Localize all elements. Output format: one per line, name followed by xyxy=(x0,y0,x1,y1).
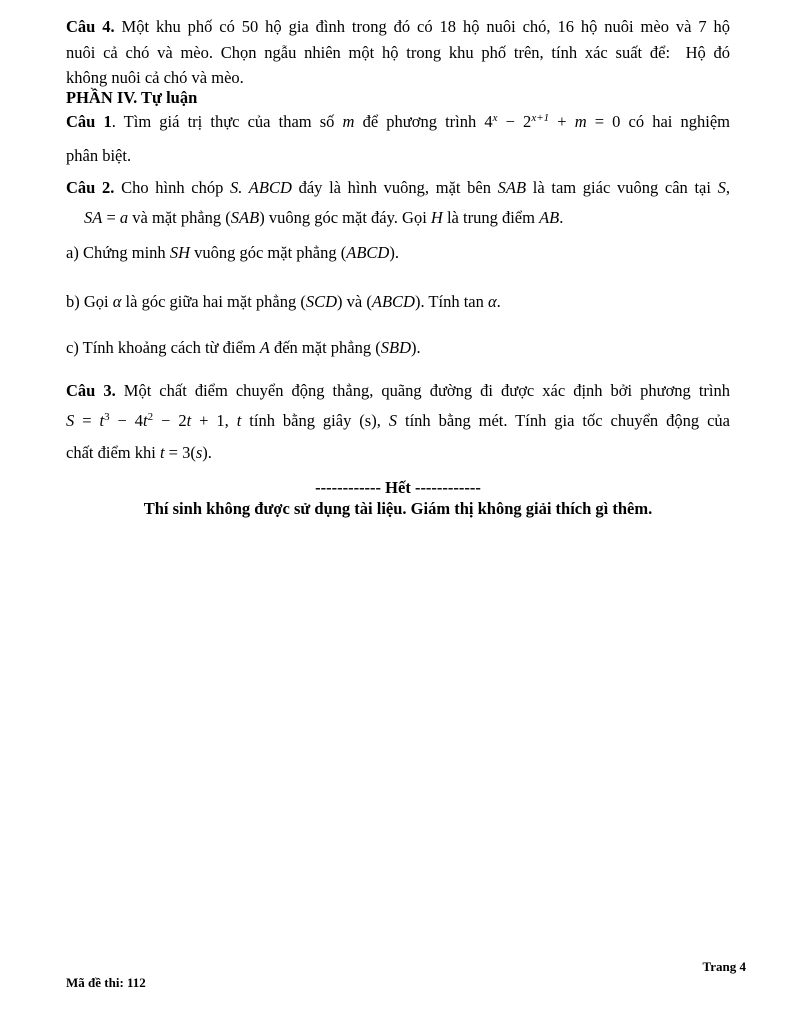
para-q3-l1: Câu 3. Một chất điểm chuyển động thẳng, quãng đường đi được xác định bởi phương trình xyxy=(66,381,730,400)
para-q2-a: a) Chứng minh SH vuông góc mặt phẳng (ABCD). xyxy=(66,243,399,262)
para-het: ------------ Hết ------------ xyxy=(315,478,481,497)
para-notice: Thí sinh không được sử dụng tài liệu. Giám thị không giải thích gì thêm. xyxy=(143,499,653,518)
para-q3-l2: $S = t^3 - 4t^2 - 2t + 1$, t tính bằng giây (s), S tính bằng mét. Tính gia tốc chuyển động của xyxy=(66,411,730,430)
para-cau4-l2: nuôi cả chó và mèo. Chọn ngẫu nhiên một hộ trong khu phố trên, tính xác suất để: Hộ đó xyxy=(66,43,730,62)
para-cau4-l3: không nuôi cả chó và mèo. xyxy=(66,68,244,87)
para-cau4-l1: Câu 4. Một khu phố có 50 hộ gia đình trong đó có 18 hộ nuôi chó, 16 hộ nuôi mèo và 7 hộ xyxy=(66,17,731,36)
exam-code: Mã đề thi: 112 xyxy=(66,975,146,990)
para-q2-b: b) Gọi α là góc giữa hai mặt phẳng (SCD) và (ABCD). Tính tan α. xyxy=(66,292,501,311)
para-q2-l2: SA = a và mặt phẳng (SAB) vuông góc mặt đáy. Gọi H là trung điểm AB. xyxy=(84,208,564,227)
para-phan-iv: PHẦN IV. Tự luận xyxy=(66,88,198,107)
page-number: Trang 4 xyxy=(702,959,746,974)
para-q2-l1: Câu 2. Cho hình chóp S. ABCD đáy là hình vuông, mặt bên SAB là tam giác vuông cân tại S, xyxy=(66,178,731,197)
para-q3-l3: chất điểm khi t = 3(s). xyxy=(66,443,212,462)
para-q1-l1: Câu 1. Tìm giá trị thực của tham số m để phương trình $4^x - 2^{x+1} + m = 0$ có hai nghiệm xyxy=(66,112,731,131)
para-q1-l2: phân biệt. xyxy=(66,146,132,165)
para-q2-c: c) Tính khoảng cách từ điểm A đến mặt phẳng (SBD). xyxy=(66,338,421,357)
